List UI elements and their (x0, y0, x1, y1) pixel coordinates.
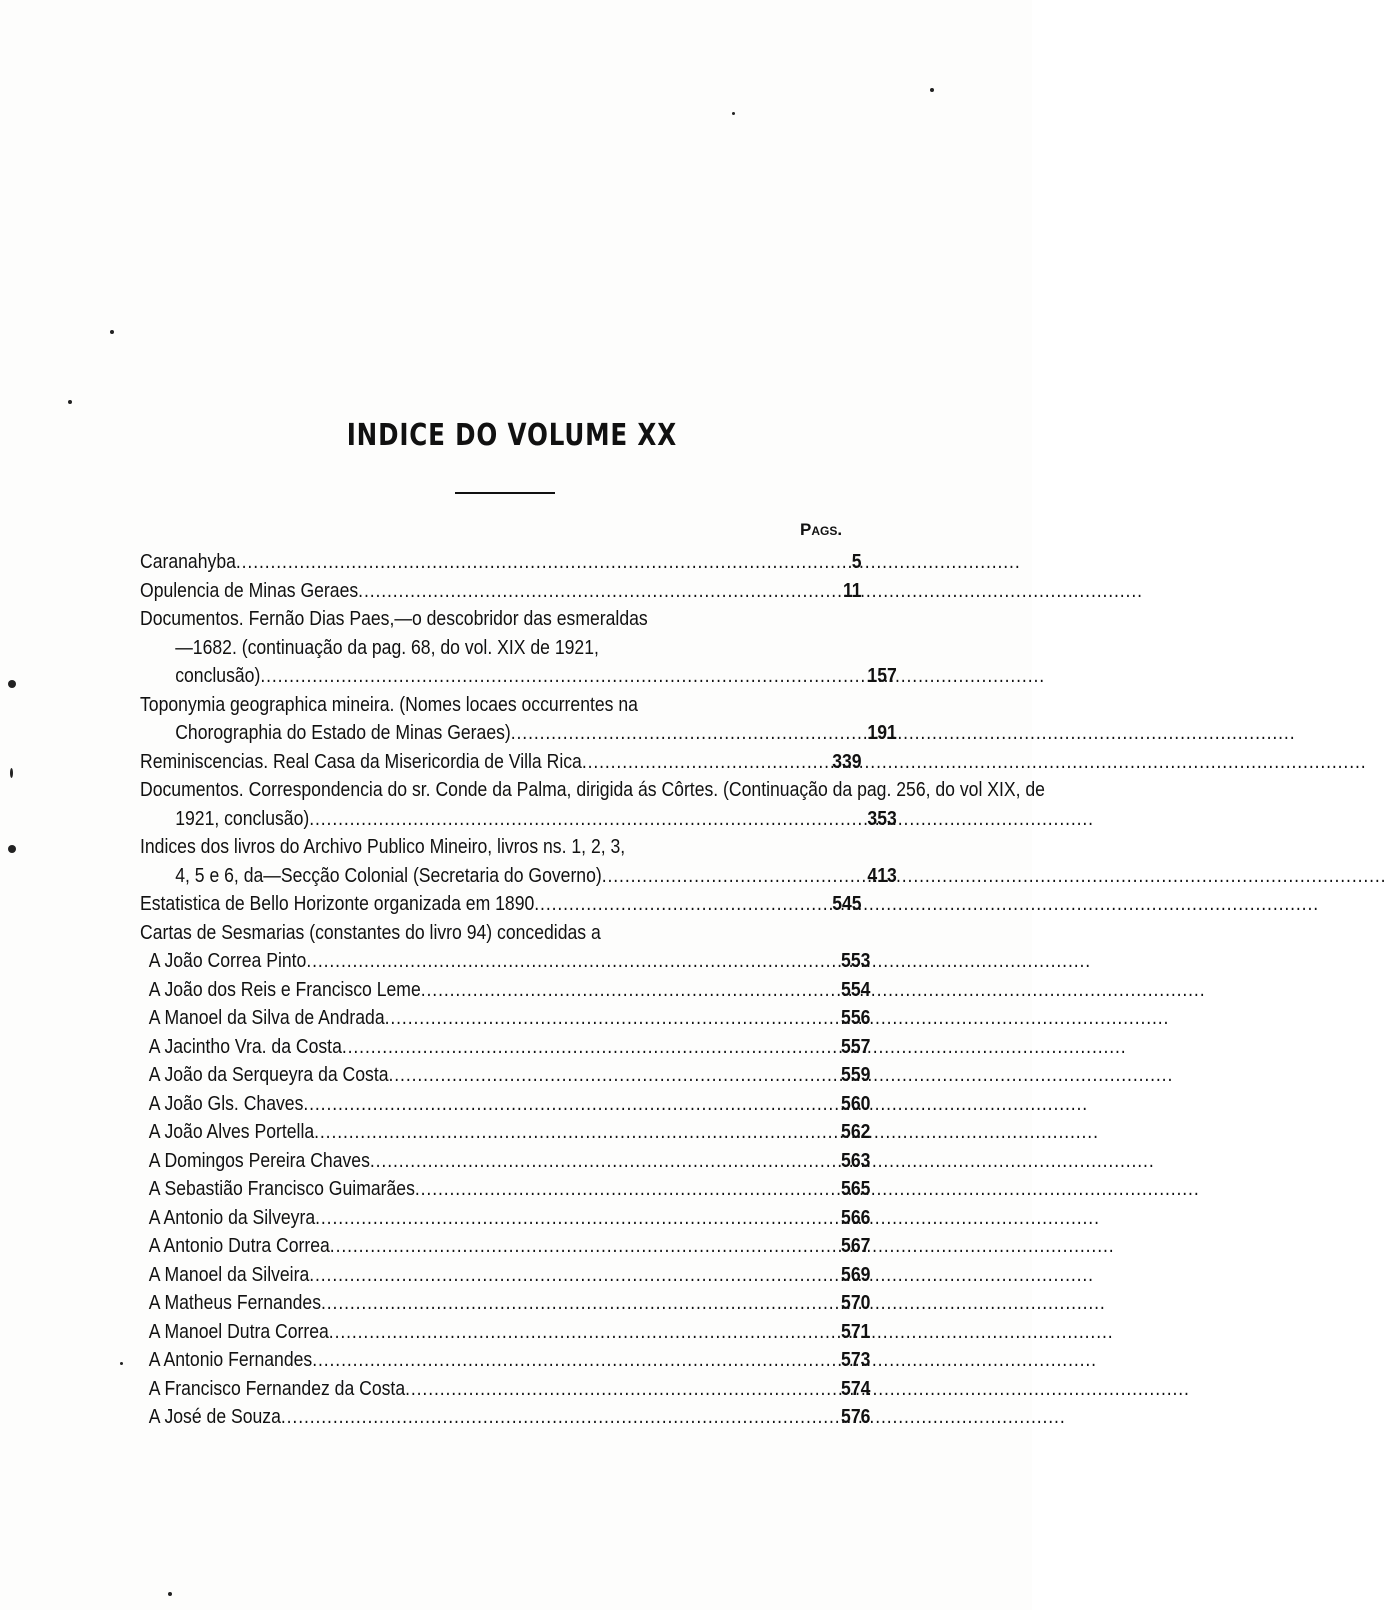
dot-leader (421, 976, 813, 1005)
toc-entry-text: Cartas de Sesmarias (constantes do livro 94) concedidas a (140, 921, 601, 944)
toc-entry-text: A Jacintho Vra. da Costa (148, 1035, 342, 1058)
toc-page-number: 545 (832, 893, 862, 915)
toc-entry (140, 548, 862, 577)
toc-entry-text: Indices dos livros do Archivo Publico Mineiro, livros ns. 1, 2, 3, (140, 836, 626, 858)
toc-entry-text: A Antonio Dutra Correa (148, 1235, 330, 1257)
toc-entry (140, 1375, 871, 1404)
toc-page-number: 5 (851, 551, 862, 573)
toc-page-number: 559 (841, 1064, 871, 1086)
toc-page-number: 413 (867, 864, 897, 887)
dot-leader (329, 1318, 813, 1347)
dot-leader (405, 1375, 812, 1404)
toc-page-number: 556 (841, 1007, 871, 1029)
toc-entry (140, 1004, 871, 1033)
toc-entry-text: A Manoel da Silva de Andrada (148, 1007, 385, 1029)
dot-leader (315, 1204, 812, 1233)
toc-entry (140, 691, 897, 748)
dot-leader (342, 1033, 812, 1062)
dot-leader (260, 662, 838, 691)
toc-entry-text: Estatistica de Bello Horizonte organizada em 1890 (140, 893, 535, 915)
toc-entry (140, 890, 862, 919)
toc-entry (140, 1346, 871, 1375)
toc-entry (140, 748, 862, 777)
toc-page-number: 554 (841, 978, 871, 1001)
toc-entry-text: Documentos. Fernão Dias Paes,—o descobridor das esmeraldas (140, 608, 648, 630)
dot-leader (385, 1004, 813, 1033)
toc-entry (140, 1318, 871, 1347)
table-of-contents (140, 548, 1045, 1432)
toc-page-number: 573 (841, 1349, 871, 1371)
toc-entry-text: A Domingos Pereira Chaves (148, 1149, 370, 1172)
toc-entry-text: 1921, conclusão) (175, 807, 310, 830)
toc-entry-text: conclusão) (175, 665, 261, 687)
scan-speck (10, 768, 13, 778)
toc-entry (140, 1147, 871, 1176)
toc-entry (140, 976, 871, 1005)
toc-page-number: 574 (841, 1377, 871, 1400)
dot-leader (309, 805, 838, 834)
toc-entry-text: A João Gls. Chaves (148, 1092, 304, 1115)
toc-entry (140, 605, 897, 691)
toc-entry (140, 1175, 871, 1204)
toc-entry (140, 776, 1045, 833)
toc-entry-text: A João dos Reis e Francisco Leme (148, 978, 421, 1001)
dot-leader (389, 1061, 813, 1090)
dot-leader (309, 1261, 812, 1290)
toc-entry (140, 833, 897, 890)
toc-page-number: 567 (841, 1235, 871, 1257)
toc-page-number: 157 (867, 665, 897, 687)
toc-page-number: 560 (841, 1092, 871, 1115)
dot-leader (330, 1232, 813, 1261)
pages-column-header: Pags. (800, 520, 843, 539)
toc-entry (140, 1232, 871, 1261)
toc-entry (140, 1204, 871, 1233)
toc-page-number: 562 (841, 1121, 871, 1143)
toc-entry-text: A João Alves Portella (148, 1121, 315, 1143)
toc-page-number: 553 (841, 950, 871, 972)
toc-entry (140, 1261, 871, 1290)
toc-page-number: 566 (841, 1206, 871, 1229)
toc-entry (140, 919, 862, 948)
toc-entry-text: A Antonio da Silveyra (148, 1206, 316, 1229)
toc-entry-text: A Matheus Fernandes (148, 1292, 322, 1314)
title-rule (455, 492, 555, 494)
toc-entry-text: —1682. (continuação da pag. 68, do vol. XIX de 1921, (175, 636, 599, 659)
scan-speck (110, 330, 114, 334)
toc-entry-text: Documentos. Correspondencia do sr. Conde da Palma, dirigida ás Côrtes. (Continuação da pag. 256, do vol XIX, de (140, 779, 1045, 801)
dot-leader (321, 1289, 812, 1318)
dot-leader (303, 1090, 812, 1119)
dot-leader (370, 1147, 812, 1176)
toc-entry-text: A Manoel Dutra Correa (148, 1320, 329, 1343)
dot-leader (534, 890, 803, 919)
toc-entry (140, 1118, 871, 1147)
toc-entry (140, 1090, 871, 1119)
scan-speck (168, 1592, 172, 1596)
toc-entry-text: A José de Souza (148, 1406, 281, 1428)
toc-page-number: 353 (867, 807, 897, 830)
toc-page-number: 339 (832, 750, 862, 773)
dot-leader (281, 1403, 812, 1432)
toc-entry (140, 1033, 871, 1062)
toc-entry-text: A Sebastião Francisco Guimarães (148, 1178, 415, 1200)
dot-leader (358, 577, 803, 606)
toc-entry (140, 577, 862, 606)
toc-entry-text: Opulencia de Minas Geraes (140, 579, 359, 602)
scan-speck (68, 400, 72, 404)
toc-page-number: 191 (867, 722, 897, 744)
toc-entry (140, 1061, 871, 1090)
toc-entry-text: Chorographia do Estado de Minas Geraes) (175, 722, 511, 744)
toc-entry-text: A João da Serqueyra da Costa (148, 1064, 389, 1086)
toc-entry (140, 1289, 871, 1318)
dot-leader (511, 719, 839, 748)
dot-leader (582, 748, 804, 777)
toc-page-number: 563 (841, 1149, 871, 1172)
toc-entry-text: Reminiscencias. Real Casa da Misericordia de Villa Rica (140, 750, 582, 773)
toc-entry (140, 947, 871, 976)
toc-page-number: 565 (841, 1178, 871, 1200)
toc-page-number: 569 (841, 1263, 871, 1286)
dot-leader (312, 1346, 812, 1375)
scan-speck (8, 845, 16, 853)
dot-leader (314, 1118, 812, 1147)
toc-entry-text: Toponymia geographica mineira. (Nomes locaes occurrentes na (140, 693, 638, 716)
page-title: INDICE DO VOLUME XX (346, 418, 678, 453)
toc-entry-text: A Manoel da Silveira (148, 1263, 310, 1286)
toc-page-number: 570 (841, 1292, 871, 1314)
toc-entry-text: A João Correa Pinto (148, 950, 307, 972)
toc-entry-text: 4, 5 e 6, da—Secção Colonial (Secretaria do Governo) (175, 864, 602, 887)
dot-leader (236, 548, 804, 577)
dot-leader (602, 862, 839, 891)
scan-speck (8, 680, 16, 688)
toc-page-number: 576 (841, 1406, 871, 1428)
scan-speck (732, 112, 735, 115)
scan-speck (120, 1362, 123, 1365)
toc-entry (140, 1403, 871, 1432)
dot-leader (415, 1175, 812, 1204)
toc-entry-text: Caranahyba (140, 551, 236, 573)
dot-leader (306, 947, 812, 976)
toc-page-number: 557 (841, 1035, 871, 1058)
scan-speck (930, 88, 934, 92)
toc-entry-text: A Antonio Fernandes (148, 1349, 313, 1371)
toc-page-number: 11 (842, 579, 862, 602)
toc-entry-text: A Francisco Fernandez da Costa (148, 1377, 406, 1400)
toc-page-number: 571 (841, 1320, 871, 1343)
